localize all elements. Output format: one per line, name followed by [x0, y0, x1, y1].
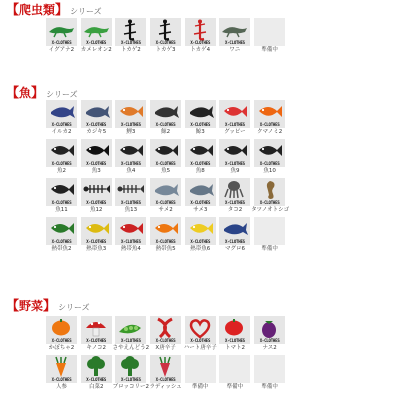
grid-row — [46, 217, 336, 253]
section-title-vegetables — [6, 297, 90, 313]
grid-row — [46, 316, 336, 352]
brand-label: X-CLOTHES — [155, 200, 176, 205]
product-caption: 魚4 — [126, 168, 136, 174]
reptile-grid — [46, 18, 336, 57]
product-caption: 魚8 — [195, 168, 205, 174]
section-suffix: シリーズ — [58, 303, 90, 312]
product-thumbnail[interactable] — [115, 100, 146, 128]
product-caption: タコ2 — [227, 207, 243, 213]
section-title-reptiles — [6, 1, 102, 17]
product-thumbnail[interactable] — [254, 178, 285, 206]
product-caption: タツノオトシゴ — [251, 207, 290, 213]
product-item[interactable] — [115, 18, 146, 54]
product-thumbnail[interactable] — [81, 316, 112, 344]
product-thumbnail[interactable] — [219, 100, 250, 128]
brand-label: X-CLOTHES — [190, 122, 211, 127]
product-caption: 白菜2 — [88, 384, 104, 390]
product-item[interactable] — [46, 217, 77, 253]
brand-label: X-CLOTHES — [225, 40, 245, 45]
product-caption: トカゲ4 — [190, 47, 211, 53]
product-thumbnail[interactable] — [115, 217, 146, 245]
product-thumbnail[interactable] — [185, 100, 216, 128]
product-thumbnail[interactable] — [46, 178, 77, 206]
product-item[interactable] — [219, 18, 250, 54]
product-item[interactable] — [185, 100, 216, 136]
product-thumbnail — [185, 355, 216, 383]
product-caption: トマト2 — [224, 345, 245, 351]
product-caption: 魚11 — [55, 207, 68, 213]
product-item[interactable] — [46, 139, 77, 175]
product-item[interactable] — [219, 316, 250, 352]
brand-label: X-CLOTHES — [259, 200, 280, 205]
product-caption: 熱帯魚6 — [190, 246, 211, 252]
product-item[interactable] — [81, 139, 112, 175]
product-thumbnail[interactable] — [219, 316, 250, 344]
product-thumbnail[interactable] — [219, 18, 250, 46]
product-item[interactable] — [219, 178, 250, 214]
product-item[interactable] — [150, 178, 181, 214]
bracket-open: 【 — [6, 86, 20, 101]
brand-label: X-CLOTHES — [225, 338, 245, 343]
product-thumbnail[interactable] — [81, 18, 112, 46]
grid-row — [46, 178, 336, 214]
placeholder-item — [254, 217, 285, 253]
product-thumbnail[interactable] — [219, 217, 250, 245]
product-caption: トカゲ3 — [155, 47, 176, 53]
product-thumbnail[interactable] — [254, 100, 285, 128]
product-item[interactable] — [115, 139, 146, 175]
product-caption: 準備中 — [261, 47, 278, 53]
brand-label: X-CLOTHES — [86, 338, 107, 343]
section-title-fish — [6, 84, 78, 100]
product-thumbnail[interactable] — [46, 217, 77, 245]
product-caption: トカゲ2 — [120, 47, 141, 53]
bracket-close: 】 — [43, 299, 57, 314]
product-caption: 魚12 — [89, 207, 103, 213]
brand-label: X-CLOTHES — [120, 40, 141, 45]
product-thumbnail[interactable] — [150, 178, 181, 206]
product-item[interactable] — [254, 100, 285, 136]
grid-row — [46, 355, 336, 391]
brand-label: X-CLOTHES — [51, 200, 72, 205]
product-thumbnail[interactable] — [115, 355, 146, 383]
product-thumbnail[interactable] — [46, 355, 77, 383]
product-caption: 準備中 — [191, 384, 209, 390]
brand-label: X-CLOTHES — [190, 239, 211, 244]
product-caption: イグアナ2 — [48, 47, 75, 53]
brand-label: X-CLOTHES — [86, 122, 107, 127]
product-caption: かぼちゃ2 — [48, 345, 75, 351]
brand-label: X-CLOTHES — [155, 161, 176, 166]
product-caption: ハート唐辛子 — [183, 345, 217, 351]
brand-label: X-CLOTHES — [51, 40, 72, 45]
product-item[interactable] — [251, 178, 290, 214]
product-item[interactable] — [150, 100, 181, 136]
product-caption: 魚9 — [230, 168, 240, 174]
product-thumbnail[interactable] — [185, 139, 216, 167]
product-item[interactable] — [112, 316, 150, 352]
brand-label: X-CLOTHES — [155, 40, 176, 45]
grid-row — [46, 139, 336, 175]
section-name: 野菜 — [19, 299, 44, 313]
product-caption: 準備中 — [261, 384, 278, 390]
product-thumbnail — [219, 355, 250, 383]
product-item[interactable] — [81, 217, 112, 253]
grid-row — [46, 18, 336, 54]
brand-label: X-CLOTHES — [51, 122, 72, 127]
product-item[interactable] — [150, 139, 181, 175]
product-caption: 魚10 — [263, 168, 276, 174]
product-caption: 熱帯魚4 — [120, 246, 141, 252]
product-item[interactable] — [219, 139, 250, 175]
product-item[interactable] — [150, 316, 181, 352]
brand-label: X-CLOTHES — [225, 161, 245, 166]
product-thumbnail — [254, 217, 285, 245]
product-caption: カメレオン2 — [80, 47, 112, 53]
product-thumbnail[interactable] — [185, 217, 216, 245]
brand-label: X-CLOTHES — [259, 122, 280, 127]
product-item[interactable] — [185, 217, 216, 253]
placeholder-item — [219, 355, 250, 391]
brand-label: X-CLOTHES — [259, 161, 280, 166]
brand-label: X-CLOTHES — [86, 40, 107, 45]
product-caption: X唐辛子 — [155, 345, 176, 351]
product-thumbnail[interactable] — [150, 316, 181, 344]
brand-label: X-CLOTHES — [190, 200, 211, 205]
grid-row — [46, 100, 336, 136]
product-item[interactable] — [81, 316, 112, 352]
product-item[interactable] — [185, 178, 216, 214]
placeholder-item — [185, 355, 216, 391]
product-item[interactable] — [185, 316, 216, 352]
product-caption: 魚2 — [57, 168, 66, 174]
product-caption: ラディッシュ — [149, 384, 182, 390]
product-caption: 準備中 — [261, 246, 278, 252]
brand-label: X-CLOTHES — [86, 239, 107, 244]
product-caption: 熱帯魚5 — [155, 246, 176, 252]
product-thumbnail — [254, 355, 285, 383]
product-caption: キノコ2 — [86, 345, 106, 351]
product-thumbnail[interactable] — [185, 316, 216, 344]
product-item[interactable] — [219, 100, 250, 136]
product-item[interactable] — [46, 355, 77, 391]
product-thumbnail[interactable] — [46, 100, 77, 128]
product-item[interactable] — [46, 316, 77, 352]
product-item[interactable] — [150, 18, 181, 54]
product-thumbnail[interactable] — [81, 100, 112, 128]
product-thumbnail[interactable] — [150, 18, 181, 46]
product-item[interactable] — [81, 18, 112, 54]
product-item[interactable] — [46, 18, 77, 54]
product-item[interactable] — [185, 139, 216, 175]
brand-label: X-CLOTHES — [51, 161, 72, 166]
vegetable-grid — [46, 316, 336, 394]
product-caption: 人参 — [55, 384, 67, 390]
product-caption: 熱帯魚3 — [86, 246, 107, 252]
brand-label: X-CLOTHES — [190, 40, 211, 45]
product-item[interactable] — [115, 217, 146, 253]
product-item[interactable] — [185, 18, 216, 54]
brand-label: X-CLOTHES — [86, 377, 107, 382]
bracket-open: 【 — [6, 299, 20, 314]
product-item[interactable] — [115, 100, 146, 136]
product-caption: 魚5 — [161, 168, 171, 174]
brand-label: X-CLOTHES — [86, 161, 107, 166]
product-caption: サメ2 — [158, 207, 173, 213]
brand-label: X-CLOTHES — [155, 239, 176, 244]
brand-label: X-CLOTHES — [155, 122, 176, 127]
section-name: 爬虫類 — [19, 3, 56, 17]
brand-label: X-CLOTHES — [225, 200, 245, 205]
product-caption: クマノミ2 — [256, 129, 283, 135]
brand-label: X-CLOTHES — [225, 122, 245, 127]
product-thumbnail[interactable] — [219, 178, 250, 206]
product-caption: 鯨2 — [161, 129, 171, 135]
brand-label: X-CLOTHES — [120, 239, 141, 244]
product-thumbnail — [254, 18, 285, 46]
product-caption: 魚3 — [91, 168, 101, 174]
product-thumbnail[interactable] — [81, 178, 112, 206]
product-item[interactable] — [112, 355, 150, 391]
brand-label: X-CLOTHES — [190, 161, 211, 166]
product-caption: マグロ6 — [224, 246, 245, 252]
brand-label: X-CLOTHES — [225, 239, 245, 244]
brand-label: X-CLOTHES — [120, 200, 141, 205]
product-caption: カジキ5 — [86, 129, 107, 135]
section-suffix: シリーズ — [70, 7, 102, 16]
product-thumbnail[interactable] — [46, 18, 77, 46]
bracket-close: 】 — [31, 86, 45, 101]
product-thumbnail[interactable] — [150, 100, 181, 128]
product-caption: 熱帯魚2 — [51, 246, 72, 252]
product-item[interactable] — [219, 217, 250, 253]
product-thumbnail[interactable] — [254, 316, 285, 344]
placeholder-item — [254, 355, 285, 391]
product-caption: ブロッコリー2 — [112, 384, 150, 390]
product-caption: 鯉3 — [126, 129, 136, 135]
product-item[interactable] — [81, 355, 112, 391]
product-thumbnail[interactable] — [150, 217, 181, 245]
product-thumbnail[interactable] — [46, 316, 77, 344]
product-thumbnail[interactable] — [254, 139, 285, 167]
brand-label: X-CLOTHES — [51, 377, 72, 382]
product-thumbnail[interactable] — [115, 178, 146, 206]
product-caption: イルカ2 — [51, 129, 72, 135]
product-caption: 鯨3 — [195, 129, 205, 135]
product-thumbnail[interactable] — [115, 18, 146, 46]
brand-label: X-CLOTHES — [259, 338, 280, 343]
section-name: 魚 — [19, 86, 32, 100]
brand-label: X-CLOTHES — [190, 338, 211, 343]
product-caption: ナス2 — [262, 345, 277, 351]
product-item[interactable] — [115, 178, 146, 214]
brand-label: X-CLOTHES — [51, 239, 72, 244]
product-item[interactable] — [46, 100, 77, 136]
brand-label: X-CLOTHES — [120, 122, 141, 127]
brand-label: X-CLOTHES — [155, 377, 176, 382]
product-caption: グッピー — [224, 129, 246, 135]
product-thumbnail[interactable] — [185, 178, 216, 206]
product-caption: サメ3 — [193, 207, 208, 213]
product-thumbnail[interactable] — [81, 355, 112, 383]
bracket-close: 】 — [55, 3, 69, 18]
product-caption: 準備中 — [226, 384, 244, 390]
product-thumbnail[interactable] — [46, 139, 77, 167]
brand-label: X-CLOTHES — [86, 200, 107, 205]
product-item[interactable] — [254, 316, 285, 352]
brand-label: X-CLOTHES — [120, 377, 141, 382]
brand-label: X-CLOTHES — [155, 338, 176, 343]
product-thumbnail[interactable] — [150, 355, 181, 383]
brand-label: X-CLOTHES — [120, 338, 141, 343]
product-item[interactable] — [81, 100, 112, 136]
brand-label: X-CLOTHES — [120, 161, 141, 166]
product-thumbnail[interactable] — [185, 18, 216, 46]
brand-label: X-CLOTHES — [51, 338, 72, 343]
product-thumbnail[interactable] — [219, 139, 250, 167]
fish-grid — [46, 100, 336, 256]
product-thumbnail[interactable] — [81, 217, 112, 245]
section-suffix: シリーズ — [46, 90, 78, 99]
product-thumbnail[interactable] — [150, 139, 181, 167]
product-caption: さやえんどう2 — [112, 345, 150, 351]
product-caption: ワニ — [229, 47, 241, 53]
product-caption: 魚13 — [124, 207, 138, 213]
product-item[interactable] — [254, 139, 285, 175]
placeholder-item — [254, 18, 285, 54]
product-item[interactable] — [150, 217, 181, 253]
product-item[interactable] — [81, 178, 112, 214]
product-item[interactable] — [150, 355, 181, 391]
product-item[interactable] — [46, 178, 77, 214]
product-thumbnail[interactable] — [115, 139, 146, 167]
product-thumbnail[interactable] — [115, 316, 146, 344]
product-thumbnail[interactable] — [81, 139, 112, 167]
bracket-open: 【 — [6, 3, 20, 18]
